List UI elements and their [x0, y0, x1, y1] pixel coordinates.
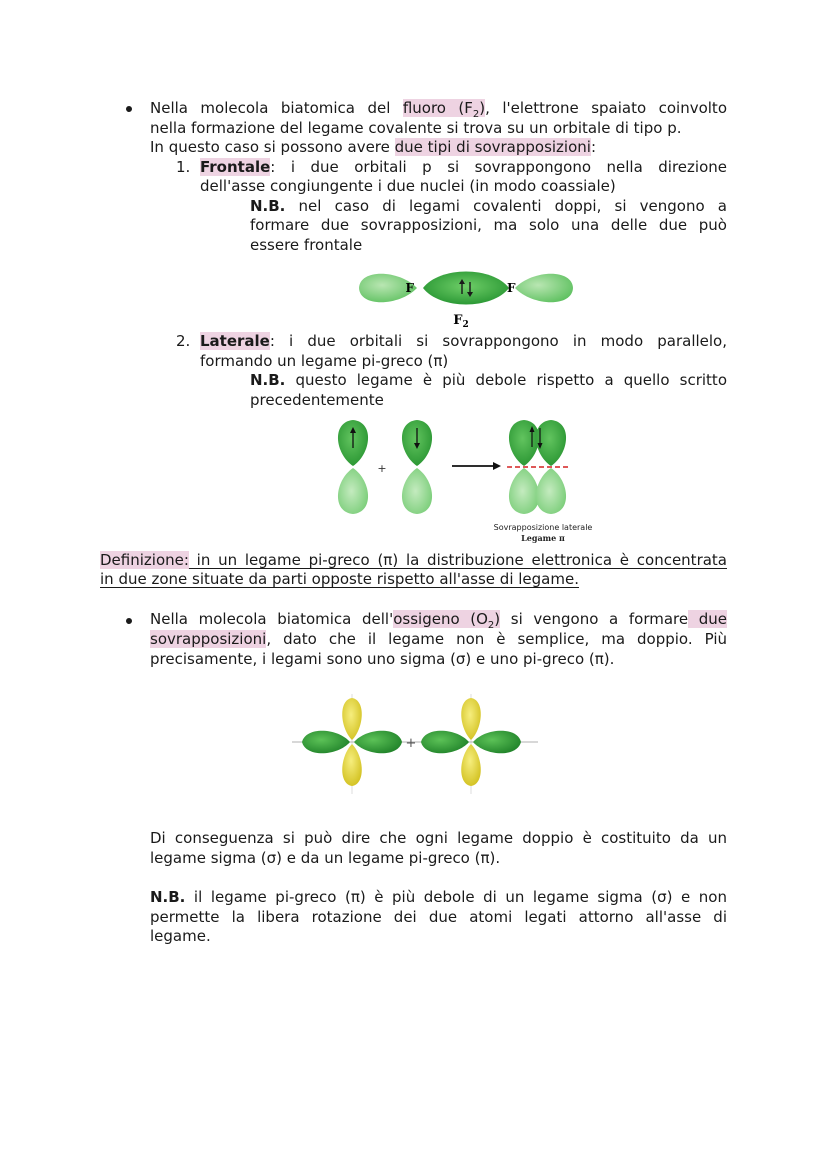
- orbital-lobe: [515, 274, 573, 303]
- overlap-lobe: [423, 272, 509, 305]
- definition-line2: in due zone situate da parti opposte rispetto all'asse di legame.: [100, 570, 579, 588]
- lateral-overlap-figure: [325, 414, 605, 546]
- atom-label-left: F: [405, 281, 414, 295]
- item1-nb-line1: N.B. nel caso di legami covalenti doppi, si vengono a: [250, 197, 727, 215]
- bullet-marker: [126, 618, 132, 624]
- arrow-right-icon: [452, 462, 501, 470]
- bullet2-line2: sovrapposizioni, dato che il legame non è semplice, ma doppio. Più: [150, 630, 727, 648]
- bullet1-line2: nella formazione del legame covalente si trova su un orbitale di tipo p.: [150, 119, 682, 137]
- lateral-caption: Sovrapposizione laterale: [493, 523, 593, 532]
- bullet1-line3: In questo caso si possono avere due tipi di sovrapposizioni:: [150, 138, 597, 156]
- pi-bond-overlap: [507, 420, 571, 514]
- item1-nb-line2: formare due sovrapposizioni, ma solo una delle due può: [250, 216, 727, 234]
- item2-nb-line1: N.B. questo legame è più debole rispetto a quello scritto: [250, 371, 727, 389]
- item2-line1: Laterale: i due orbitali si sovrappongono in modo parallelo,: [200, 332, 727, 350]
- note-line3: legame.: [150, 927, 211, 945]
- item1-nb-line3: essere frontale: [250, 236, 363, 254]
- item1-line2: dell'asse congiungente i due nuclei (in modo coassiale): [200, 177, 616, 195]
- conclusion-line2: legame sigma (σ) e da un legame pi-greco (π).: [150, 849, 501, 867]
- item2-line2: formando un legame pi-greco (π): [200, 352, 449, 370]
- p-orbital-left: [338, 420, 368, 514]
- bullet-marker: [126, 106, 132, 112]
- note-line1: N.B. il legame pi-greco (π) è più debole di un legame sigma (σ) e non: [150, 888, 727, 906]
- p-orbital-right: [402, 420, 432, 514]
- note-line2: permette la libera rotazione dei due atomi legati attorno all'asse di: [150, 908, 727, 926]
- bullet1-line1: Nella molecola biatomica del fluoro $(F_2)$, l'elettrone spaiato coinvolto: [150, 99, 727, 120]
- definition-line1: Definizione: in un legame pi-greco (π) la distribuzione elettronica è concentrata: [100, 551, 727, 569]
- oxygen-orbitals-figure: [290, 690, 540, 802]
- plus-sign: +: [405, 736, 417, 751]
- molecule-caption: $F_2$: [453, 313, 469, 330]
- item2-nb-line2: precedentemente: [250, 391, 384, 409]
- bullet2-line3: precisamente, i legami sono uno sigma (σ) e uno pi-greco (π).: [150, 650, 615, 668]
- item2-number: 2.: [176, 332, 191, 350]
- bullet2-line1: Nella molecola biatomica dell'ossigeno $(O_2)$ si vengono a formare due: [150, 610, 727, 631]
- item1-number: 1.: [176, 158, 191, 176]
- item1-line1: Frontale: i due orbitali p si sovrappongono nella direzione: [200, 158, 727, 176]
- conclusion-line1: Di conseguenza si può dire che ogni legame doppio è costituito da un: [150, 829, 727, 847]
- frontal-overlap-figure: [355, 262, 580, 330]
- pi-bond-caption: Legame π: [521, 533, 565, 543]
- plus-sign: +: [377, 462, 387, 475]
- atom-label-right: F: [507, 281, 516, 295]
